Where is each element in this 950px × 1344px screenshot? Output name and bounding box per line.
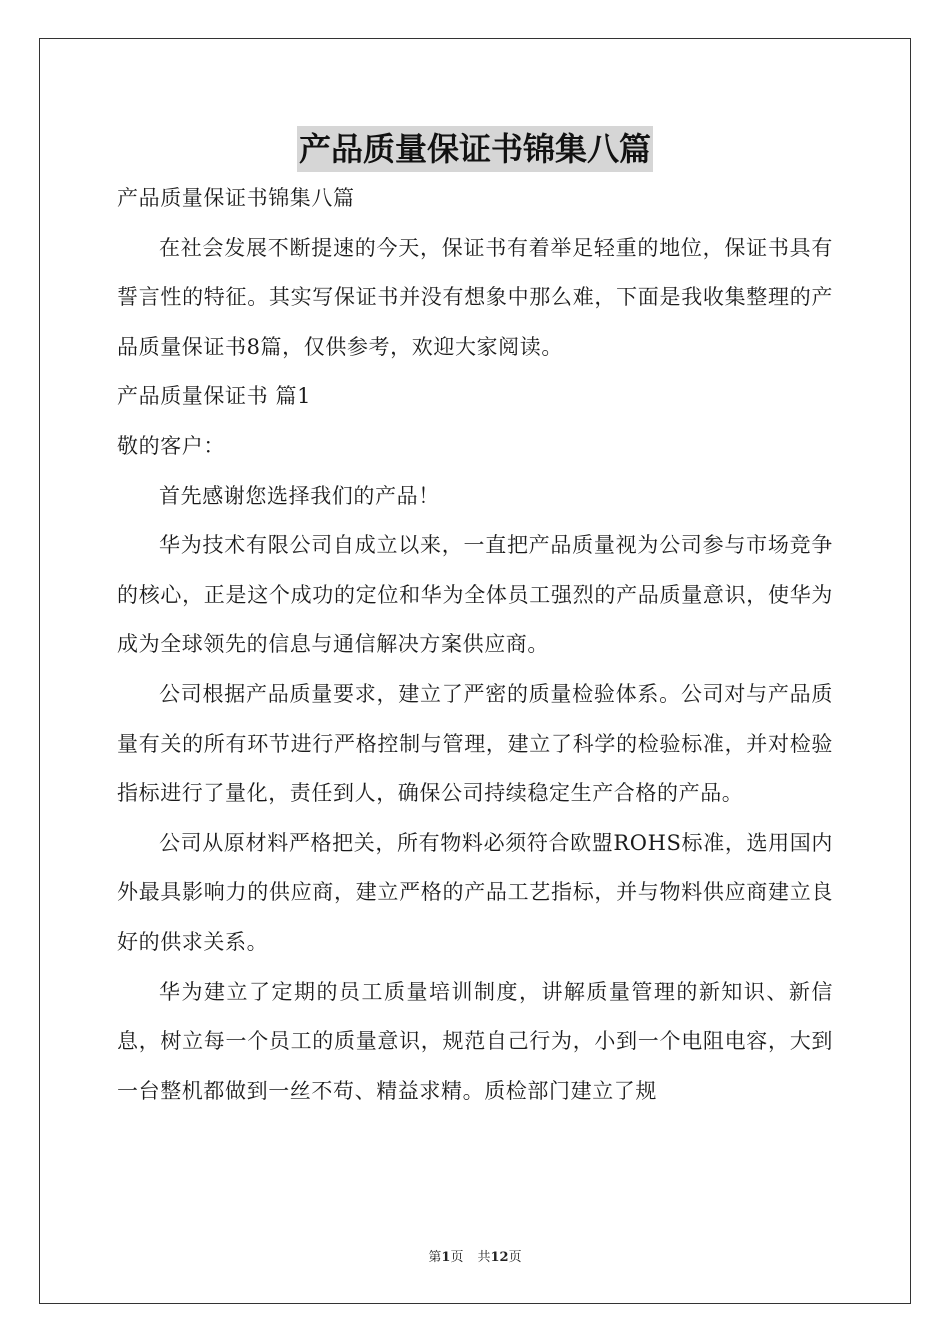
total-prefix: 共 — [477, 1250, 491, 1265]
page-prefix: 第 — [428, 1250, 442, 1265]
page-total: 12 — [490, 1250, 509, 1265]
paragraph: 敬的客户： — [117, 433, 225, 458]
paragraph: 公司从原材料严格把关，所有物料必须符合欧盟ROHS标准，选用国内外最具影响力的供应商，建立严格的产品工艺指标，并与物料供应商建立良好的供求关系。 — [117, 830, 833, 954]
total-suffix: 页 — [508, 1250, 522, 1265]
title-container — [0, 126, 950, 172]
document-title: 产品质量保证书锦集八篇 — [297, 126, 653, 172]
paragraph: 首先感谢您选择我们的产品！ — [159, 483, 440, 508]
page-current: 1 — [441, 1250, 451, 1265]
paragraph: 产品质量保证书锦集八篇 — [117, 186, 355, 210]
page-footer — [0, 1246, 950, 1265]
document-body — [117, 174, 833, 1116]
paragraph: 公司根据产品质量要求，建立了严密的质量检验体系。公司对与产品质量有关的所有环节进行严格控制与管理，建立了科学的检验标准，并对检验指标进行了量化，责任到人，确保公司持续稳定生产合格的产品。 — [117, 681, 833, 806]
paragraph: 产品质量保证书 篇1 — [117, 384, 312, 409]
page-suffix: 页 — [450, 1250, 464, 1265]
paragraph: 华为建立了定期的员工质量培训制度，讲解质量管理的新知识、新信息，树立每一个员工的质量意识，规范自己行为，小到一个电阻电容，大到一台整机都做到一丝不苟、精益求精。质检部门建立了规 — [117, 979, 833, 1103]
paragraph: 华为技术有限公司自成立以来，一直把产品质量视为公司参与市场竞争的核心，正是这个成功的定位和华为全体员工强烈的产品质量意识，使华为成为全球领先的信息与通信解决方案供应商。 — [117, 533, 833, 657]
paragraph: 在社会发展不断提速的今天，保证书有着举足轻重的地位，保证书具有誓言性的特征。其实写保证书并没有想象中那么难，下面是我收集整理的产品质量保证书8篇，仅供参考，欢迎大家阅读。 — [117, 235, 833, 359]
